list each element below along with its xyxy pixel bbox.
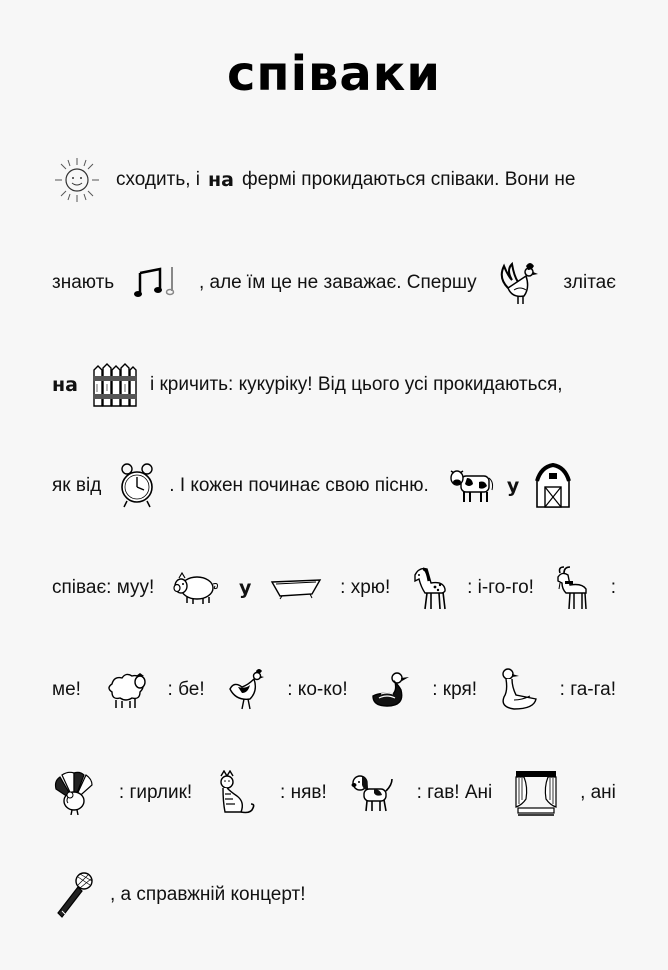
- text-l6a: ме!: [52, 679, 81, 700]
- text-l3b: і кричить: кукуріку! Від цього усі прокидаються,: [149, 374, 563, 395]
- text-l7a: : гирлик!: [118, 782, 193, 803]
- sun-icon: [52, 155, 102, 205]
- text-l5a: співає: муу!: [52, 577, 155, 598]
- text-l5b: у: [239, 577, 252, 599]
- text-l6b: : бе!: [167, 679, 205, 700]
- music-notes-icon: [134, 263, 180, 303]
- text-l5d: : і-го-го!: [467, 577, 534, 598]
- text-l2c: злітає: [563, 272, 616, 293]
- text-l1c: фермі прокидаються співаки. Вони не: [241, 169, 576, 190]
- stage-curtain-icon: [515, 770, 557, 816]
- story-line-3: [52, 350, 616, 420]
- story-line-1: [52, 145, 616, 215]
- pig-icon: [173, 570, 221, 606]
- goose-icon: [498, 666, 538, 714]
- story-line-7: [52, 758, 616, 828]
- fence-icon: [92, 362, 138, 408]
- goat-icon: [552, 565, 592, 611]
- text-l2a: знають: [52, 272, 115, 293]
- story-line-5: [52, 553, 616, 623]
- text-l1a: сходить, і: [116, 169, 201, 190]
- page-title: співаки: [226, 46, 442, 102]
- duck-icon: [369, 670, 411, 710]
- microphone-icon: [52, 871, 96, 919]
- text-l1b: на: [208, 169, 234, 191]
- cow-icon: [449, 466, 495, 506]
- turkey-icon: [52, 771, 96, 815]
- dog-icon: [350, 773, 394, 813]
- text-l4a: як від: [52, 475, 102, 496]
- horse-icon: [409, 565, 449, 611]
- text-l7c: : гав! Ані: [416, 782, 493, 803]
- text-l6d: : кря!: [432, 679, 478, 700]
- text-l3a: на: [52, 374, 78, 396]
- text-l8a: , а справжній концерт!: [110, 884, 306, 905]
- story-line-2: [52, 248, 616, 318]
- hen-icon: [226, 667, 266, 713]
- rooster-icon: [496, 258, 544, 308]
- trough-icon: [270, 576, 322, 600]
- text-l5e: :: [610, 577, 616, 598]
- text-l6e: : га-га!: [559, 679, 616, 700]
- alarm-clock-icon: [117, 463, 157, 509]
- sheep-icon: [102, 670, 146, 710]
- text-l6c: : ко-ко!: [287, 679, 348, 700]
- text-l4c: у: [506, 475, 520, 497]
- story-line-6: [52, 655, 616, 725]
- text-l4b: . І кожен починає свою пісню.: [169, 475, 429, 496]
- text-l5c: : хрю!: [340, 577, 391, 598]
- barn-icon: [533, 463, 573, 509]
- text-l2b: , але їм це не заважає. Спершу: [198, 272, 477, 293]
- text-l7d: , ані: [580, 782, 616, 803]
- text-l7b: : няв!: [280, 782, 327, 803]
- story-line-8: [52, 860, 616, 930]
- story-line-4: [52, 451, 616, 521]
- cat-icon: [215, 770, 257, 816]
